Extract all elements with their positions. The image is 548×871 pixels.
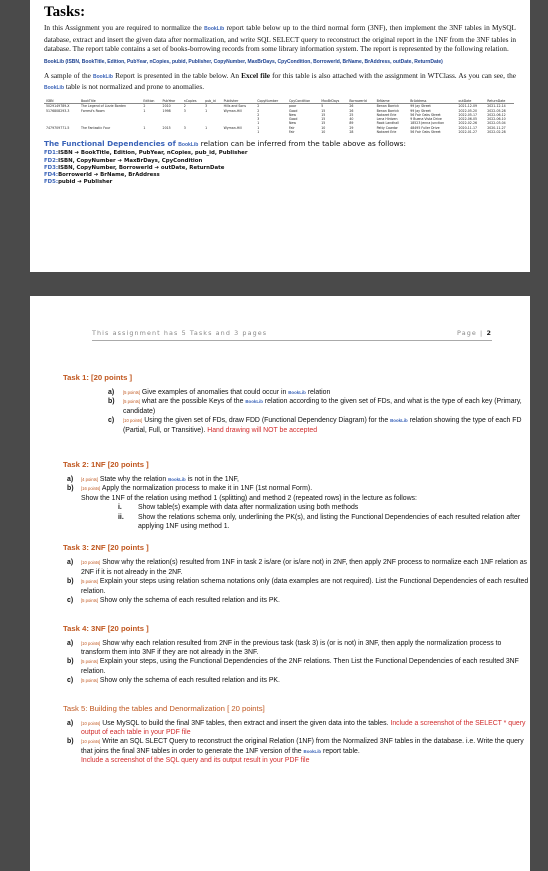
fd-text: Borrowerld ➔ BrName, BrAddress [58,171,160,178]
task-2-sub-ii [118,513,530,532]
points-label: [10 points] [123,418,143,424]
fd-text: pubid ➔ Publisher [58,179,113,186]
assignment-summary: This assignment has 5 Tasks and 3 pages [92,329,268,337]
fd-label: FD1: [44,150,59,157]
item-text: State why the relation [99,476,169,484]
task-3-item-b [67,577,530,596]
item-label: b) [67,658,74,666]
table-cell: 3 [183,125,186,130]
table-cell: 10 [321,125,326,130]
column-header: Publisher [222,99,256,104]
fd-title [44,139,516,148]
task-5-title: Task 5: Building the tables and Denormalization [ 20 points] [63,703,265,713]
task-5-item-b [67,737,530,765]
sample-text-4: table is not normalized and prone to anomalies. [64,82,205,92]
task-3-item-c [67,596,530,605]
task-1-title: Task 1: [20 points ] [63,373,133,382]
table-cell: 99 Jay Street [410,104,431,109]
table-cell: 15 [321,108,326,113]
table-cell: 2 [257,108,260,113]
table-body [44,104,514,135]
table-cell: 5176808293-3 [46,108,70,113]
table-cell: 29 [349,125,354,130]
booklib-mention: BookLib [44,85,64,92]
table-cell: 2015 [162,125,171,130]
item-text: relation according to the given set of FDs, and what is the type of each key (Primary, candidate) [123,398,522,415]
table-cell [182,130,203,134]
points-label: [16 points] [81,486,101,492]
booklib-mention: BookLib [245,399,263,405]
item-label: a) [108,389,115,396]
table-cell: 15 [321,117,326,122]
table-cell: 2 [143,104,146,109]
points-label: [5 points] [81,579,98,585]
table-cell: 89 [349,121,354,126]
item-text: is not in the 1NF, [185,476,239,484]
table-cell: New [288,112,296,117]
table-cell: Good [288,108,298,113]
item-label: b) [108,398,115,406]
table-cell: 2022-05-28 [487,108,506,113]
task-2-item-a [67,475,530,484]
table-cell: 2022-01-27 [458,130,478,135]
fd-list [42,150,516,186]
page-2 [30,296,530,871]
task-1-item-a [108,388,530,397]
table-cell: 2022-03-04 [487,121,506,126]
item-text: Use MySQL to build the final 3NF tables, then extract and insert the given data into the tables. [102,719,391,727]
table-cell [222,130,256,134]
column-header: pub_id [203,99,222,104]
task-4-item-c [67,676,530,685]
column-header: BrName [375,99,409,104]
item-label: ii. [118,513,124,521]
table-cell: 7479709771-5 [46,125,70,130]
task-2-title: Task 2: 1NF [20 points ] [63,460,149,470]
item-text: Apply the normalization process to make it in 1NF (1st normal Form). [101,485,313,493]
table-cell: 1 [205,125,208,130]
task-2-items [30,475,530,531]
sample-text-2: Report is presented in the table below. An [112,70,242,80]
points-label: [5 points] [123,390,140,395]
intro-paragraph [44,23,516,54]
page-num-value: 2 [486,329,492,337]
table-cell: 40 [349,117,354,122]
page-header [92,329,492,341]
table-cell: 2022-05-17 [458,112,478,117]
table-cell: 9 Buena Vista Drive [410,117,442,122]
table-cell: 26 [349,108,354,113]
item-label: a) [67,639,74,647]
column-header: nCopies [182,99,203,104]
booklib-mention: BookLib [92,73,113,80]
table-cell: 1 [257,121,260,126]
column-header: PubYear [161,99,182,104]
task-3-items [30,558,530,605]
fd-title-text: The Functional Dependencies of [44,139,179,149]
table-cell: 2 [257,112,260,117]
task-4-items [30,639,530,686]
table-cell: Fair [288,125,295,130]
relation-schema: BookLib (ISBN, BookTitle, Edition, PubYear, nCopies, pubid, Publisher, CopyNumber, MaxBrDays, CpyCondition, Borrowerld, BrName, BrAddress, outDate, ReturnDate) [44,58,443,65]
item-text: relation [305,389,331,396]
item-text: Show why each relation resulted from 2NF in the previous task (task 3) is (or is not) in 3NF, then apply the normalization process to transform them into 3NF if they are not already in the 3NF. [81,639,502,656]
sample-paragraph [44,71,516,94]
column-header: ReturnDate [485,99,514,104]
item-text: Explain your steps using relation schema notations only (data examples are not required). List the Functional Dependencies of each resulted relation. [81,578,529,595]
points-label: [4 points] [81,477,98,483]
item-label: a) [67,476,74,484]
fd-text: ISBN, CopyNumber, Borrowerld ➔ outDate, ReturnDate [58,164,225,171]
column-header: BookTitle [79,99,141,104]
table-cell: Good [288,117,298,122]
fd-label: FD4: [44,171,59,178]
column-header: ISBN [44,99,79,104]
item-label: c) [108,417,115,425]
fd-line [44,158,516,165]
table-cell: 25 [349,112,354,117]
task-3-title: Task 3: 2NF [20 points ] [63,543,149,553]
item-text: report table. [321,747,360,755]
fd-title-rest: relation can be inferred from the table above as follows: [198,139,406,149]
booklib-mention: BookLib [303,748,322,754]
item-text: Explain your steps, using the Functional Dependencies of the 2NF relations. Then List the Functional Dependencies of each resulted 3NF relation. [81,658,519,675]
table-cell [79,130,141,134]
table-cell: 15 [321,112,326,117]
intro-text-2: report table below up to the third normal form (3NF), then implement the 3NF tables in MySQL database, extract and insert the given data after normalization, and write SQL SELECT query to reconstruct the original report in the 1NF from the 3NF tables in database. The report table contains a set of books-borrowing records from some library information system. The report is represented by the following relation. [44,23,516,54]
task-1-item-b [108,397,530,416]
item-label: b) [67,578,74,586]
item-text: Using the given set of FDs, draw FDD (Functional Dependency Diagram) for the [144,417,391,425]
points-label: [5 points] [81,598,98,604]
item-label: b) [67,738,74,746]
fd-label: FD5: [44,179,59,186]
table-cell: 2021-12-09 [458,104,478,109]
table-cell: 5029149789-X [46,104,70,109]
item-label: a) [67,559,74,567]
item-text: relation showing the type of each FD (Partial, Full, or Transitive). [123,417,522,434]
fd-line [44,165,516,172]
table-cell: poor [288,104,297,109]
sample-text-3: for this table is also attached with the assignment in WTClass. As you can see, the [270,70,516,80]
points-label: [10 points] [81,720,101,726]
task-3-item-a [67,558,530,577]
table-cell: 2 [183,104,186,109]
sample-text-1: A sample of the [44,70,93,80]
item-text: what are the possible Keys of the [141,398,246,406]
table-cell: 2022-05-20 [458,108,478,113]
table-cell: 1 [143,108,146,113]
table-cell: Rook Landhall [376,121,400,126]
table-cell: Fair [288,130,295,135]
task-4-item-a [67,639,530,658]
task-4-title: Task 4: 3NF [20 points ] [63,623,149,633]
table-cell: 18523 Jenna Junction [410,121,445,126]
table-cell: Nakaret Erie [376,112,397,117]
task-2-sub-i [118,503,530,512]
table-cell: 1998 [162,108,171,113]
item-text: Show the relations schema only, underlining the PK(s), and listing the Functional Dependencies of each resulted relation after applying 1NF using method 1. [138,513,521,531]
item-label: c) [67,677,74,685]
task-1-items [30,388,530,435]
item-text: Show why the relation(s) resulted from 1NF in task 2 is/are (or is/are not) in 2NF, then apply 2NF process to normalize each 1NF relation as 2NF if it is not already in the 2NF. [81,559,527,576]
table-cell: 1 [205,108,208,113]
column-header: BrAddress [408,99,456,104]
fd-label: FD2: [44,157,59,164]
table-cell [141,130,160,134]
table-cell: 2 [257,104,260,109]
table-cell: 56 Fair Oaks Street [410,130,441,135]
page-1 [30,0,530,272]
table-cell: 26 [349,104,354,109]
task-2-show: Show the 1NF of the relation using method 1 (splitting) and method 2 (repeated rows) in the lecture as follows: [81,494,417,502]
table-cell: 2022-06-05 [458,117,478,122]
booklib-mention: BookLib [178,142,199,149]
task-1-item-c [108,416,530,435]
fd-text: ISBN ➔ BookTitle, Edition, PubYear, nCopies, pub_id, Publisher [58,150,248,157]
column-header: Edition [141,99,160,104]
page-number: Page | 2 [457,329,492,337]
table-cell: 56 Fair Oaks Street [410,112,441,117]
table-cell: 28 [349,130,354,135]
table-cell: Wyman-Hill [223,108,242,113]
table-cell: 1 [257,125,260,130]
column-header: outDate [457,99,486,104]
table-cell: 15 [321,121,326,126]
booklib-sample-table [44,99,514,134]
table-cell: 1 [257,130,260,135]
item-label: i. [118,504,122,512]
table-cell: Benan Barrick [376,108,399,113]
table-cell: Hills and Sons [223,104,247,109]
table-cell [203,130,222,134]
table-cell: 2022-06-10 [487,117,506,122]
table-cell: 2010 [162,104,171,109]
tasks-heading: Tasks: [44,4,86,20]
column-header: CopyNumber [255,99,287,104]
table-cell: 2022-02-28 [487,130,506,135]
item-text: Show only the schema of each resulted relation and its PK. [99,677,280,685]
fd-line [44,150,516,157]
task-2-item-b [67,484,530,493]
table-cell: Lena Hintzen [376,117,398,122]
table-cell: 2022-06-12 [487,112,506,117]
table-cell: Wyman-Hill [223,125,242,130]
table-row [44,130,514,134]
table-cell: New [288,121,296,126]
fd-text: ISBN, CopyNumber ➔ MaxBrDays, CpyCondition [58,157,203,164]
table-cell: 3 [183,108,186,113]
item-label: c) [67,597,74,605]
red-note: Include a screenshot of the SELECT * query output of each table in your PDF file [81,719,526,736]
points-label: [10 points] [81,640,101,646]
table-cell: 2020-11-17 [458,125,478,130]
table-cell: 2020-11-27 [487,125,506,130]
table-cell [44,130,79,134]
intro-text-1: In this Assignment you are required to normalize the [44,23,205,32]
table-cell: 99 Jay Street [410,108,431,113]
points-label: [5 points] [81,678,98,684]
column-header: MaxBrDays [319,99,347,104]
table-cell: 3 [205,104,208,109]
item-label: b) [67,485,74,493]
points-label: [10 points] [81,560,101,566]
table-cell: Nakaret Erie [376,130,397,135]
table-cell [161,130,182,134]
table-cell: The Legend of Lizzie Borden [80,104,126,109]
item-label: a) [67,719,74,727]
column-header: CpyCondition [287,99,319,104]
fd-line [44,172,516,179]
item-text: Show only the schema of each resulted relation and its PK. [99,597,280,605]
task-5-item-a [67,719,530,738]
booklib-mention: BookLib [288,390,306,395]
red-note: Hand drawing will NOT be accepted [207,426,318,434]
item-text: Give examples of anomalies that could occur in [141,389,289,396]
booklib-mention: BookLib [390,418,408,424]
table-cell: Benan Barrick [376,104,399,109]
table-cell: 1 [143,125,146,130]
fd-line [44,179,516,186]
table-cell: 48495 Fuller Drive [410,125,440,130]
excel-file-mention: Excel file [241,70,270,80]
fd-label: FD3: [44,164,59,171]
points-label: [10 points] [81,739,101,745]
points-label: [5 points] [123,399,140,405]
task-4-item-b [67,657,530,676]
page-label: Page [457,329,477,337]
table-cell: 5 [321,104,324,109]
table-cell: The Fantastic Four [80,125,111,130]
table-cell: Forrest's Room [80,108,105,113]
item-text: Write an SQL SLECT Query to reconstruct the original Relation (1NF) from the Normalized 3NF tables in the database. i.e. Write the query that joins the final 3NF tables in order to generate the 1NF version of the [81,738,524,755]
points-label: [5 points] [81,659,98,665]
red-note: Include a screenshot of the SQL query and its output result in your PDF file [81,757,310,765]
booklib-mention: BookLib [204,26,225,32]
table-cell: Patty Cawdor [376,125,398,130]
table-cell: 2022-02-26 [458,121,478,126]
column-header: BorrowerId [347,99,374,104]
table-cell: 2021-12-14 [487,104,506,109]
task-5-items [30,719,530,766]
booklib-mention: BookLib [168,477,186,483]
table-cell: 3 [257,117,260,122]
item-text: Show table(s) example with data after normalization using both methods [138,504,359,512]
table-cell: 10 [321,130,326,135]
